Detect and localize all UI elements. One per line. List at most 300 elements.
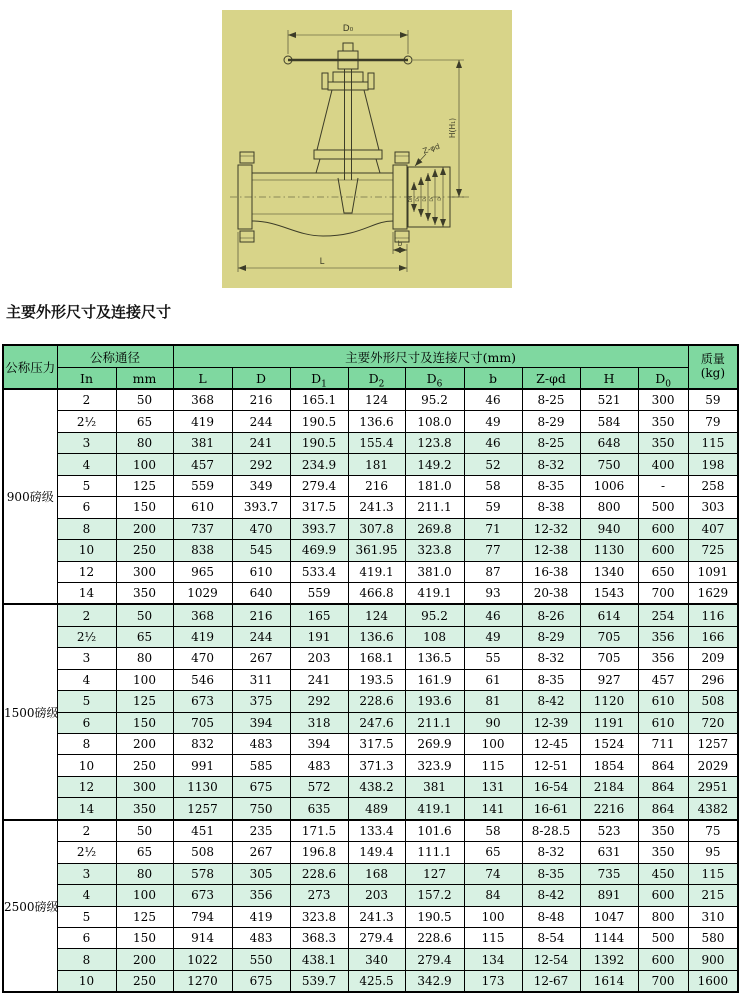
dimension-cell: 1257 xyxy=(173,798,232,820)
dimension-cell: 134 xyxy=(464,949,522,970)
dimension-cell: 1392 xyxy=(580,949,638,970)
dimension-cell: 5 xyxy=(57,906,116,927)
dimension-cell: 244 xyxy=(232,411,290,432)
dimension-cell: 832 xyxy=(173,734,232,755)
dimension-cell: 190.5 xyxy=(405,906,464,927)
dimension-cell: 65 xyxy=(116,626,173,647)
dimension-cell: 356 xyxy=(638,626,688,647)
dimension-cell: 12-67 xyxy=(522,970,580,992)
dimension-cell: 673 xyxy=(173,691,232,712)
table-row xyxy=(3,734,738,755)
dimension-cell: 700 xyxy=(638,970,688,992)
table-row xyxy=(3,885,738,906)
dimension-cell: 8-35 xyxy=(522,863,580,884)
table-row xyxy=(3,626,738,647)
dimension-cell: 181.0 xyxy=(405,475,464,496)
dimension-cell: 125 xyxy=(116,906,173,927)
table-row xyxy=(3,842,738,863)
dimension-cell: 50 xyxy=(116,820,173,842)
header-dim-d: D xyxy=(232,368,290,390)
dim-label-d0: D₀ xyxy=(342,24,354,34)
dimension-cell: 279.4 xyxy=(348,927,405,948)
dim-label-d1: D₁ xyxy=(430,196,435,202)
dimension-cell: 750 xyxy=(580,454,638,475)
dimension-cell: 20-38 xyxy=(522,582,580,604)
dimension-cell: 350 xyxy=(638,820,688,842)
dimension-cell: 381 xyxy=(405,776,464,797)
dimension-cell: 393.7 xyxy=(290,518,348,539)
dimension-cell: 200 xyxy=(116,734,173,755)
dimension-cell: 305 xyxy=(232,863,290,884)
table-row xyxy=(3,454,738,475)
dimension-cell: 215 xyxy=(688,885,738,906)
header-weight-line1: 质量 xyxy=(700,352,725,367)
table-row xyxy=(3,669,738,690)
table-row xyxy=(3,927,738,948)
table-row xyxy=(3,949,738,970)
dimension-cell: 350 xyxy=(638,411,688,432)
dimension-cell: 610 xyxy=(638,691,688,712)
dimension-cell: 650 xyxy=(638,561,688,582)
dimension-cell: 794 xyxy=(173,906,232,927)
dimension-cell: 116 xyxy=(688,604,738,626)
header-dim-h: H xyxy=(580,368,638,390)
dimension-cell: 300 xyxy=(638,389,688,411)
dimension-cell: 8-42 xyxy=(522,885,580,906)
dim-label-h: H(H₁) xyxy=(448,117,457,139)
dimension-cell: 419 xyxy=(173,626,232,647)
dimension-cell: 5 xyxy=(57,691,116,712)
header-dim-d2: $D_2$ xyxy=(348,368,405,390)
dimension-cell: 323.8 xyxy=(290,906,348,927)
header-mm: mm xyxy=(116,368,173,390)
dimension-cell: 318 xyxy=(290,712,348,733)
dim-label-d2: D₂ xyxy=(423,196,428,202)
dimension-cell: 2216 xyxy=(580,798,638,820)
table-row xyxy=(3,863,738,884)
dimension-cell: 940 xyxy=(580,518,638,539)
dimension-cell: 419.1 xyxy=(348,561,405,582)
dimension-cell: 258 xyxy=(688,475,738,496)
table-row xyxy=(3,497,738,518)
table-row xyxy=(3,389,738,411)
dimension-cell: 457 xyxy=(638,669,688,690)
dimension-cell: 600 xyxy=(638,540,688,561)
dimension-cell: 914 xyxy=(173,927,232,948)
dimension-cell: 50 xyxy=(116,389,173,411)
dimension-cell: 8 xyxy=(57,949,116,970)
dimension-cell: 100 xyxy=(464,906,522,927)
dimension-cell: 65 xyxy=(116,411,173,432)
dimension-cell: 165 xyxy=(290,604,348,626)
dimension-cell: 1091 xyxy=(688,561,738,582)
dimension-cell: 166 xyxy=(688,626,738,647)
pressure-class-label: 1500磅级 xyxy=(3,604,57,819)
dimension-cell: 241.3 xyxy=(348,906,405,927)
dimension-cell: 247.6 xyxy=(348,712,405,733)
dimension-cell: 95.2 xyxy=(405,604,464,626)
dimension-cell: 108.0 xyxy=(405,411,464,432)
dimension-cell: 469.9 xyxy=(290,540,348,561)
dimension-cell: 578 xyxy=(173,863,232,884)
dimension-cell: 1022 xyxy=(173,949,232,970)
dimension-cell: 1047 xyxy=(580,906,638,927)
dim-label-d: D xyxy=(438,197,443,201)
dimension-cell: 8-35 xyxy=(522,475,580,496)
dimension-cell: 533.4 xyxy=(290,561,348,582)
dimension-cell: 1130 xyxy=(580,540,638,561)
dimension-cell: 269.9 xyxy=(405,734,464,755)
valve-technical-drawing xyxy=(222,10,512,288)
dimension-cell: 14 xyxy=(57,582,116,604)
dimension-cell: 1191 xyxy=(580,712,638,733)
dimension-cell: 254 xyxy=(638,604,688,626)
dimension-cell: 965 xyxy=(173,561,232,582)
dimension-cell: 425.5 xyxy=(348,970,405,992)
dimension-cell: 419 xyxy=(232,906,290,927)
dimension-cell: 125 xyxy=(116,691,173,712)
dimension-cell: 157.2 xyxy=(405,885,464,906)
dimension-cell: 79 xyxy=(688,411,738,432)
dimension-cell: 350 xyxy=(638,842,688,863)
dim-label-l: L xyxy=(319,257,325,267)
dimension-cell: 244 xyxy=(232,626,290,647)
dimension-cell: 381 xyxy=(173,432,232,453)
table-row xyxy=(3,604,738,626)
dimension-cell: 123.8 xyxy=(405,432,464,453)
dimension-cell: 600 xyxy=(638,885,688,906)
dim-label-z-phid: Z-φd xyxy=(421,141,441,156)
dimension-cell: 95 xyxy=(688,842,738,863)
dimension-cell: 6 xyxy=(57,497,116,518)
dimension-cell: 80 xyxy=(116,648,173,669)
dimension-cell: 451 xyxy=(173,820,232,842)
header-weight xyxy=(688,345,738,389)
dimension-cell: 1130 xyxy=(173,776,232,797)
dimension-cell: 1600 xyxy=(688,970,738,992)
dimension-cell: 2029 xyxy=(688,755,738,776)
dimension-cell: 466.8 xyxy=(348,582,405,604)
dimension-cell: 95.2 xyxy=(405,389,464,411)
dimension-cell: 1629 xyxy=(688,582,738,604)
dimension-cell: 16-61 xyxy=(522,798,580,820)
dimension-cell: 3 xyxy=(57,648,116,669)
dimension-cell: 193.5 xyxy=(348,669,405,690)
dimension-cell: 59 xyxy=(688,389,738,411)
dimension-cell: 200 xyxy=(116,518,173,539)
dimension-cell: 900 xyxy=(688,949,738,970)
dimension-cell: 368 xyxy=(173,389,232,411)
dimension-cell: 269.8 xyxy=(405,518,464,539)
table-row xyxy=(3,432,738,453)
dimension-cell: 241 xyxy=(290,669,348,690)
dimension-cell: 12-32 xyxy=(522,518,580,539)
dimension-cell: 171.5 xyxy=(290,820,348,842)
dimension-cell: 3 xyxy=(57,863,116,884)
dimension-cell: 216 xyxy=(348,475,405,496)
dimension-cell: 150 xyxy=(116,497,173,518)
dimension-cell: 438.2 xyxy=(348,776,405,797)
header-dim-l: L xyxy=(173,368,232,390)
dimension-cell: 115 xyxy=(688,863,738,884)
dimension-cell: 209 xyxy=(688,648,738,669)
dimension-cell: 46 xyxy=(464,389,522,411)
dimension-cell: 16-38 xyxy=(522,561,580,582)
dimension-cell: 234.9 xyxy=(290,454,348,475)
dimension-cell: 737 xyxy=(173,518,232,539)
dimension-cell: 8-38 xyxy=(522,497,580,518)
dimension-cell: 149.4 xyxy=(348,842,405,863)
dimension-cell: 317.5 xyxy=(290,497,348,518)
dimension-cell: 108 xyxy=(405,626,464,647)
dimension-cell: 65 xyxy=(464,842,522,863)
dimension-cell: 127 xyxy=(405,863,464,884)
dimension-cell: 580 xyxy=(688,927,738,948)
dimension-cell: 450 xyxy=(638,863,688,884)
dimension-cell: 800 xyxy=(580,497,638,518)
dimension-cell: 368.3 xyxy=(290,927,348,948)
dimension-cell: 279.4 xyxy=(290,475,348,496)
dimension-cell: 8-54 xyxy=(522,927,580,948)
dimension-cell: 250 xyxy=(116,540,173,561)
dimension-cell: 136.5 xyxy=(405,648,464,669)
dimension-cell: 191 xyxy=(290,626,348,647)
header-dim-d6: $D_6$ xyxy=(405,368,464,390)
dimension-cell: 640 xyxy=(232,582,290,604)
dimension-cell: 600 xyxy=(638,949,688,970)
dimension-cell: 350 xyxy=(116,582,173,604)
dimension-cell: 310 xyxy=(688,906,738,927)
dimension-cell: 8-32 xyxy=(522,454,580,475)
dimension-cell: 8-28.5 xyxy=(522,820,580,842)
dimension-cell: 198 xyxy=(688,454,738,475)
dimension-cell: 203 xyxy=(348,885,405,906)
dimension-cell: 203 xyxy=(290,648,348,669)
dimension-cell: 8 xyxy=(57,518,116,539)
dimension-cell: 228.6 xyxy=(290,863,348,884)
dimension-cell: 58 xyxy=(464,820,522,842)
table-row xyxy=(3,561,738,582)
dimension-cell: 1257 xyxy=(688,734,738,755)
dimension-cell: 523 xyxy=(580,820,638,842)
dimension-cell: 1543 xyxy=(580,582,638,604)
dimension-cell: 584 xyxy=(580,411,638,432)
dimension-cell: 356 xyxy=(232,885,290,906)
header-dim-b: b xyxy=(464,368,522,390)
dimension-cell: 124 xyxy=(348,604,405,626)
dimension-cell: 419.1 xyxy=(405,798,464,820)
dimension-cell: 141 xyxy=(464,798,522,820)
dim-label-d6: D₆ xyxy=(416,196,421,202)
dimension-cell: 394 xyxy=(232,712,290,733)
dimension-cell: 228.6 xyxy=(348,691,405,712)
dimension-cell: 300 xyxy=(116,776,173,797)
dimension-cell: 1120 xyxy=(580,691,638,712)
dimension-cell: 700 xyxy=(638,582,688,604)
dimension-cell: 361.95 xyxy=(348,540,405,561)
dimension-cell: 610 xyxy=(232,561,290,582)
dimension-cell: 84 xyxy=(464,885,522,906)
table-row xyxy=(3,411,738,432)
dimension-cell: 2 xyxy=(57,820,116,842)
dimension-cell: 211.1 xyxy=(405,712,464,733)
dimension-cell: 279.4 xyxy=(405,949,464,970)
dimension-cell: 500 xyxy=(638,927,688,948)
dimension-cell: 4382 xyxy=(688,798,738,820)
dimension-cell: 470 xyxy=(173,648,232,669)
dimension-cell: 58 xyxy=(464,475,522,496)
dimension-cell: 77 xyxy=(464,540,522,561)
dimension-cell: 90 xyxy=(464,712,522,733)
dimension-cell: 2 xyxy=(57,604,116,626)
dimension-cell: 216 xyxy=(232,389,290,411)
dimension-cell: 483 xyxy=(290,755,348,776)
dimension-cell: 400 xyxy=(638,454,688,475)
dimension-cell: 356 xyxy=(638,648,688,669)
table-row xyxy=(3,906,738,927)
dimension-cell: 93 xyxy=(464,582,522,604)
dimension-cell: 323.8 xyxy=(405,540,464,561)
header-nominal-diameter: 公称通径 xyxy=(57,345,173,368)
dimension-cell: 1524 xyxy=(580,734,638,755)
dimension-cell: 419.1 xyxy=(405,582,464,604)
table-row xyxy=(3,820,738,842)
dimension-cell: 635 xyxy=(290,798,348,820)
dimension-cell: 133.4 xyxy=(348,820,405,842)
dimension-cell: 124 xyxy=(348,389,405,411)
dimension-cell: 75 xyxy=(688,820,738,842)
dim-label-b: b xyxy=(397,240,403,248)
dimension-cell: 101.6 xyxy=(405,820,464,842)
dimension-cell: 1614 xyxy=(580,970,638,992)
dimension-cell: 307.8 xyxy=(348,518,405,539)
dimension-table-body xyxy=(3,389,738,992)
dimension-cell: 705 xyxy=(580,648,638,669)
dimension-cell: 610 xyxy=(173,497,232,518)
dimension-cell: 150 xyxy=(116,927,173,948)
dimension-cell: 193.6 xyxy=(405,691,464,712)
dimension-cell: 438.1 xyxy=(290,949,348,970)
dimension-cell: 368 xyxy=(173,604,232,626)
dimension-cell: 71 xyxy=(464,518,522,539)
dimension-cell: 235 xyxy=(232,820,290,842)
dimension-cell: 891 xyxy=(580,885,638,906)
dimension-cell: 585 xyxy=(232,755,290,776)
dimension-cell: 80 xyxy=(116,863,173,884)
dimension-cell: 216 xyxy=(232,604,290,626)
dimension-cell: 4 xyxy=(57,454,116,475)
dimension-cell: 371.3 xyxy=(348,755,405,776)
dimension-cell: 74 xyxy=(464,863,522,884)
dimension-cell: 211.1 xyxy=(405,497,464,518)
dimension-cell: 87 xyxy=(464,561,522,582)
dimension-cell: 483 xyxy=(232,734,290,755)
dimension-cell: 648 xyxy=(580,432,638,453)
dimension-cell: 375 xyxy=(232,691,290,712)
dimension-cell: 52 xyxy=(464,454,522,475)
pressure-class-label: 900磅级 xyxy=(3,389,57,604)
page-title: 主要外形尺寸及连接尺寸 xyxy=(6,303,172,321)
dimension-cell: 720 xyxy=(688,712,738,733)
dimension-cell: 673 xyxy=(173,885,232,906)
dimension-cell: 250 xyxy=(116,970,173,992)
dimension-cell: 292 xyxy=(232,454,290,475)
dimension-cell: 550 xyxy=(232,949,290,970)
dimension-cell: 8 xyxy=(57,734,116,755)
dimension-cell: 8-48 xyxy=(522,906,580,927)
table-row xyxy=(3,755,738,776)
dimension-cell: 546 xyxy=(173,669,232,690)
dimension-cell: 8-35 xyxy=(522,669,580,690)
dimension-cell: 340 xyxy=(348,949,405,970)
dimension-cell: 394 xyxy=(290,734,348,755)
dimension-cell: 250 xyxy=(116,755,173,776)
dimension-cell: 136.6 xyxy=(348,411,405,432)
dimension-cell: 470 xyxy=(232,518,290,539)
dimension-cell: 419 xyxy=(173,411,232,432)
dimension-cell: 6 xyxy=(57,712,116,733)
dimension-cell: 131 xyxy=(464,776,522,797)
dimension-cell: 200 xyxy=(116,949,173,970)
dimension-cell: 3 xyxy=(57,432,116,453)
dimension-cell: 100 xyxy=(464,734,522,755)
header-subrow xyxy=(3,368,738,390)
dimension-cell: 705 xyxy=(580,626,638,647)
dimension-cell: 161.9 xyxy=(405,669,464,690)
dimension-cell: 407 xyxy=(688,518,738,539)
dimension-cell: 1144 xyxy=(580,927,638,948)
dimension-cell: 241.3 xyxy=(348,497,405,518)
dimension-cell: 838 xyxy=(173,540,232,561)
dimension-cell: 46 xyxy=(464,432,522,453)
dimension-cell: 1270 xyxy=(173,970,232,992)
dimension-cell: 1340 xyxy=(580,561,638,582)
dimension-cell: 12-51 xyxy=(522,755,580,776)
dimension-cell: 241 xyxy=(232,432,290,453)
dimension-cell: 489 xyxy=(348,798,405,820)
dimension-cell: 149.2 xyxy=(405,454,464,475)
dimension-cell: 2951 xyxy=(688,776,738,797)
dimension-cell: 6 xyxy=(57,927,116,948)
dimension-cell: 393.7 xyxy=(232,497,290,518)
dimension-cell: 614 xyxy=(580,604,638,626)
dimension-cell: 12 xyxy=(57,776,116,797)
dimension-cell: 12-39 xyxy=(522,712,580,733)
dimension-cell: 59 xyxy=(464,497,522,518)
dimension-cell: 8-25 xyxy=(522,432,580,453)
dimension-cell: 559 xyxy=(173,475,232,496)
dimension-cell: 168.1 xyxy=(348,648,405,669)
dimension-cell: 300 xyxy=(116,561,173,582)
dimension-cell: 115 xyxy=(464,755,522,776)
header-pressure: 公称压力 xyxy=(3,345,57,389)
dimension-cell: 8-29 xyxy=(522,411,580,432)
dimension-cell: 65 xyxy=(116,842,173,863)
dimension-cell: 181 xyxy=(348,454,405,475)
dimension-cell: 49 xyxy=(464,411,522,432)
dimension-cell: 1006 xyxy=(580,475,638,496)
gate-valve-schematic xyxy=(222,10,512,288)
dimension-cell: 190.5 xyxy=(290,432,348,453)
table-row xyxy=(3,518,738,539)
dimension-cell: 228.6 xyxy=(405,927,464,948)
header-dim-d0: $D_0$ xyxy=(638,368,688,390)
dimension-cell: 500 xyxy=(638,497,688,518)
dimension-cell: 559 xyxy=(290,582,348,604)
dimension-cell: 12 xyxy=(57,561,116,582)
dimension-cell: 508 xyxy=(688,691,738,712)
dimension-cell: 12-54 xyxy=(522,949,580,970)
